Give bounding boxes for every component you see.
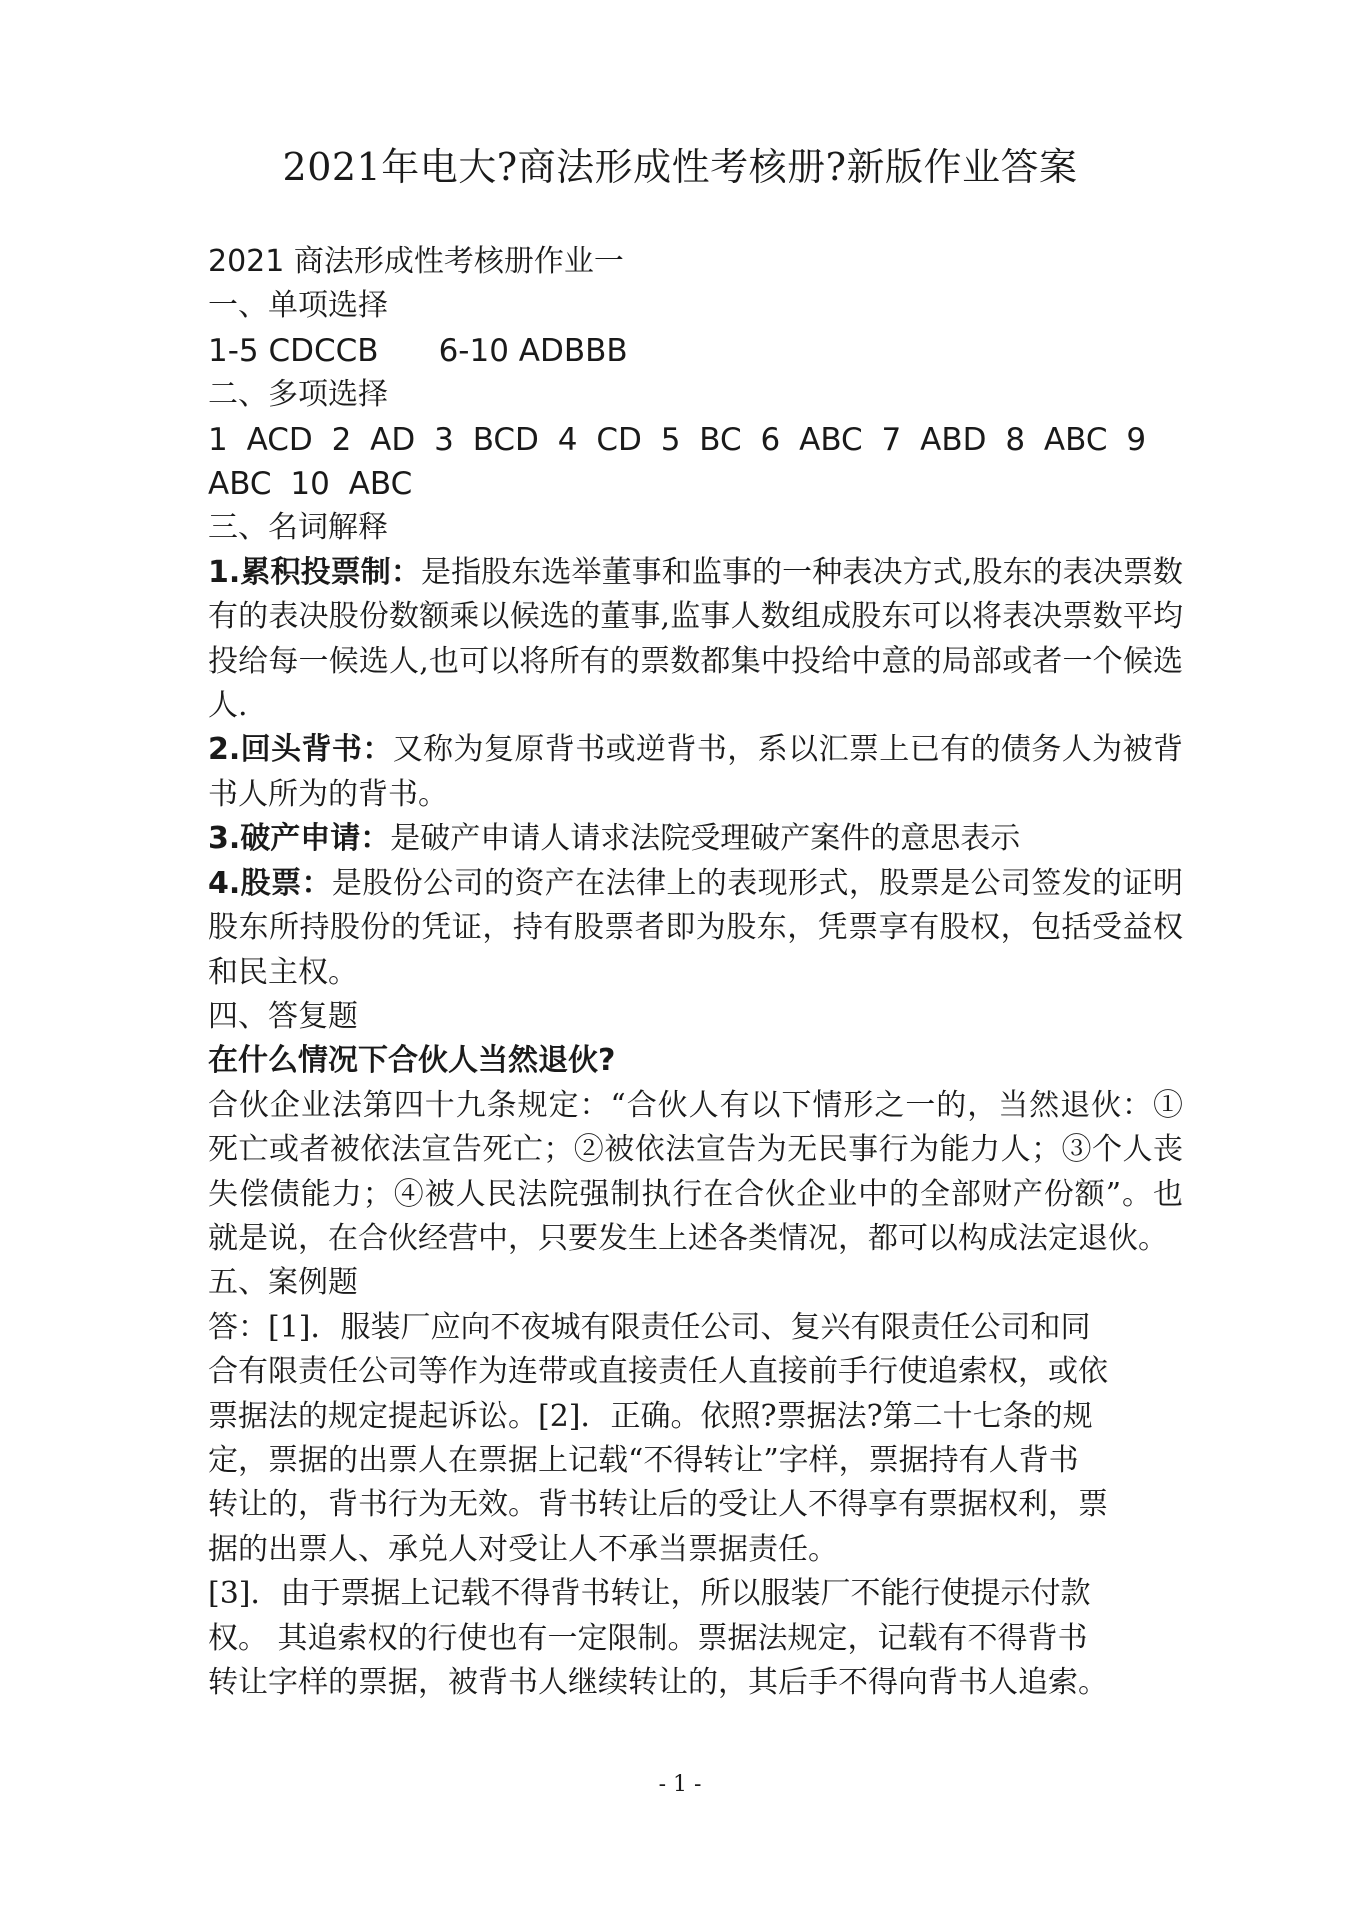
term-name: 4.股票：	[208, 865, 332, 901]
case-line: 定，票据的出票人在票据上记载“不得转让”字样，票据持有人背书	[208, 1442, 1079, 1478]
case-line: 票据法的规定提起诉讼。[2]．正确。依照?票据法?第二十七条的规	[208, 1398, 1093, 1434]
term-definition: 是股份公司的资产在法律上的表现形式，股票是公司签发的证明股东所持股份的凭证，持有股票者即为股东，凭票享有股权，包括受益权和民主权。	[208, 865, 1183, 990]
term-item	[208, 728, 1183, 817]
section-heading-terms: 三、名词解释	[208, 510, 388, 546]
answer-text: 合伙企业法第四十九条规定：“合伙人有以下情形之一的，当然退伙：①死亡或者被依法宣告死亡；②被依法宣告为无民事行为能力人；③个人丧失偿债能力；④被人民法院强制执行在合伙企业中的全部财产份额”。也就是说，在合伙经营中，只要发生上述各类情况，都可以构成法定退伙。	[208, 1087, 1183, 1256]
case-line: 据的出票人、承兑人对受让人不承当票据责任。	[208, 1531, 838, 1567]
question-text: 在什么情况下合伙人当然退伙?	[208, 1043, 616, 1079]
section-heading-short-answer: 四、答复题	[208, 998, 358, 1034]
document-body	[208, 240, 1183, 1705]
term-item	[208, 551, 1183, 729]
single-choice-answers	[208, 329, 1183, 373]
case-line: 权。 其追索权的行使也有一定限制。票据法规定，记载有不得背书	[208, 1620, 1088, 1656]
document-title: 2021年电大?商法形成性考核册?新版作业答案	[282, 145, 1078, 189]
term-name: 1.累积投票制：	[208, 554, 421, 590]
case-line: 答：[1]．服装厂应向不夜城有限责任公司、复兴有限责任公司和同	[208, 1309, 1091, 1345]
section-heading-case-study: 五、案例题	[208, 1265, 358, 1301]
term-name: 3.破产申请：	[208, 821, 391, 857]
section-heading-single-choice: 一、单项选择	[208, 288, 388, 324]
section-heading-multiple-choice: 二、多项选择	[208, 377, 388, 413]
term-item	[208, 817, 1183, 861]
case-line: [3]．由于票据上记载不得背书转让，所以服装厂不能行使提示付款	[208, 1576, 1091, 1612]
page-number: - 1 -	[658, 1772, 702, 1797]
answers-6-10: 6-10 ADBBB	[438, 332, 628, 369]
term-name: 2.回头背书：	[208, 732, 393, 768]
term-definition: 是指股东选举董事和监事的一种表决方式,股东的表决票数有的表决股份数额乘以候选的董事,监事人数组成股东可以将表决票数平均投给每一候选人,也可以将所有的票数都集中投给中意的局部或者一个候选人.	[208, 554, 1183, 724]
multiple-choice-answers: 1 ACD 2 AD 3 BCD 4 CD 5 BC 6 ABC 7 ABD 8 ABC 9 ABC 10 ABC	[208, 421, 1147, 503]
term-definition: 是破产申请人请求法院受理破产案件的意思表示	[390, 821, 1021, 857]
assignment-heading: 2021 商法形成性考核册作业一	[208, 244, 624, 279]
case-line: 转让字样的票据，被背书人继续转让的，其后手不得向背书人追索。	[208, 1665, 1108, 1700]
answers-1-5: 1-5 CDCCB	[208, 332, 379, 369]
case-line: 转让的，背书行为无效。背书转让后的受让人不得享有票据权利，票	[208, 1487, 1108, 1523]
term-item	[208, 862, 1183, 995]
case-line: 合有限责任公司等作为连带或直接责任人直接前手行使追索权，或依	[208, 1354, 1108, 1390]
term-definition: 又称为复原背书或逆背书，系以汇票上已有的债务人为被背书人所为的背书。	[208, 732, 1183, 812]
